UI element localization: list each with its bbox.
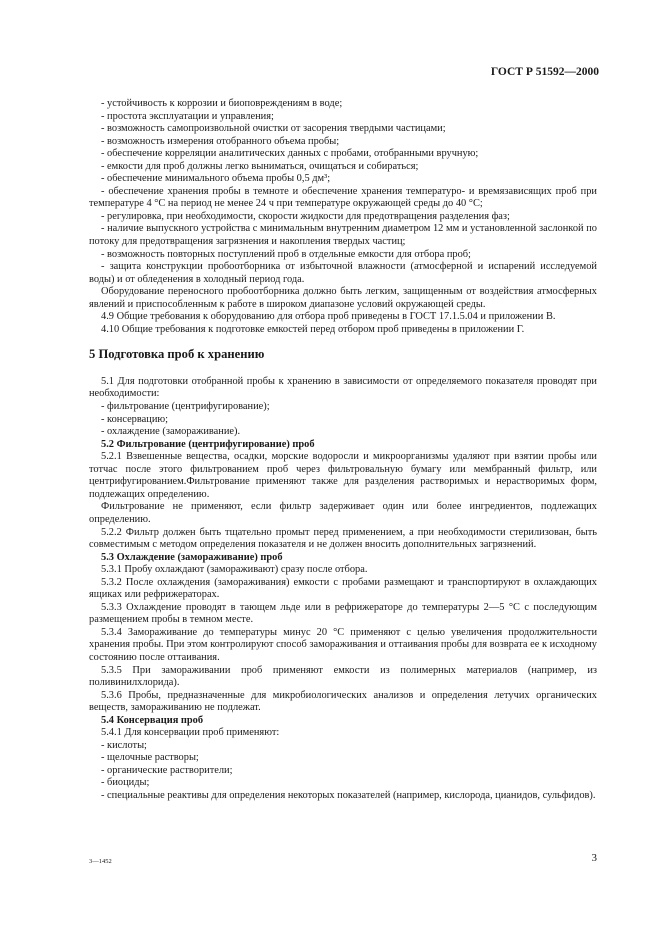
paragraph: Фильтрование не применяют, если фильтр задерживает один или более ингредиентов, подлежащих определению. [89, 501, 597, 525]
paragraph: 5.3.6 Пробы, предназначенные для микробиологических анализов и определения летучих органических веществ, замораживанию не подлежат. [89, 689, 597, 714]
subsection-heading: 5.2 Фильтрование (центрифугирование) проб [101, 438, 315, 450]
paragraph: - возможность измерения отобранного объема пробы; [101, 135, 340, 147]
paragraph: - защита конструкции пробоотборника от избыточной влажности (атмосферной и испарений исследуемой воды) и от обледенения в холодный период года. [89, 261, 597, 285]
paragraph: - обеспечение минимального объема пробы 0,5 дм³; [101, 173, 331, 185]
subsection-heading: 5.3 Охлаждение (замораживание) проб [101, 551, 283, 563]
paragraph: Оборудование переносного пробоотборника должно быть легким, защищенным от воздействия атмосферных явлений и приспособленным к работе в широком диапазоне условий окружающей среды. [89, 286, 597, 310]
paragraph: 5.1 Для подготовки отобранной пробы к хранению в зависимости от определяемого показателя проводят при необходимости: [89, 375, 597, 400]
paragraph: 5.4.1 Для консервации проб применяют: [101, 727, 280, 739]
paragraph: 5.3.3 Охлаждение проводят в тающем льде или в рефрижераторе до температуры 2—5 °С с последующим размещением пробы в темном месте. [89, 601, 597, 626]
paragraph: 5.3.4 Замораживание до температуры минус 20 °С применяют с целью увеличения продолжительности хранения пробы. При этом контролируют способ замораживания и оттаивания пробы для возврата ее к исходному состоянию после оттаивания. [89, 626, 597, 663]
paragraph: - обеспечение хранения пробы в темноте и обеспечение хранения температуро- и времязависящих проб при температуре 4 °С на период не менее 24 ч при температуре окружающей среды до 40 °С; [89, 185, 597, 210]
document-id: ГОСТ Р 51592—2000 [490, 66, 599, 78]
paragraph: - возможность повторных поступлений проб в отдельные емкости для отбора проб; [101, 248, 471, 260]
paragraph: - щелочные растворы; [101, 752, 199, 764]
page-number: 3 [591, 852, 597, 864]
paragraph: 5.2.1 Взвешенные вещества, осадки, морские водоросли и микроорганизмы удаляют при взятии пробы или тотчас после этого фильтрованием проб через фильтровальную бумагу или мембранный фильтр, или центрифугированием.Фильтрование применяют также для разделения растворимых и нерастворимых форм, подлежащих определению. [89, 451, 597, 500]
subsection-heading: 5.4 Консервация проб [101, 714, 204, 726]
paragraph: 5.3.5 При замораживании проб применяют емкости из полимерных материалов (например, из поливинилхлорида). [89, 664, 597, 689]
paragraph: - устойчивость к коррозии и биоповреждениям в воде; [101, 98, 343, 109]
paragraph: - консервацию; [101, 413, 169, 425]
paragraph: - наличие выпускного устройства с минимальным внутренним диаметром 12 мм и установленной заслонкой по потоку для предотвращения загрязнения и накопления твердых частиц; [89, 223, 597, 248]
paragraph: - органические растворители; [101, 764, 233, 776]
paragraph: 5.2.2 Фильтр должен быть тщательно промыт перед применением, а при необходимости стерилизован, быть совместимым с методом определения показателя и не должен вносить дополнительных загрязнений. [89, 526, 597, 551]
paragraph: 4.10 Общие требования к подготовке емкостей перед отбором проб приведены в приложении Г. [101, 323, 525, 335]
paragraph: - биоциды; [101, 777, 150, 789]
paragraph: - кислоты; [101, 739, 147, 751]
print-code: 3—1452 [89, 858, 112, 865]
paragraph: - регулировка, при необходимости, скорости жидкости для предотвращения разделения фаз; [101, 210, 510, 222]
paragraph: - специальные реактивы для определения некоторых показателей (например, кислорода, цианидов, сульфидов). [101, 789, 596, 801]
paragraph: - обеспечение корреляции аналитических данных с пробами, отобранными вручную; [101, 148, 479, 160]
paragraph: 4.9 Общие требования к оборудованию для отбора проб приведены в ГОСТ 17.1.5.04 и приложении В. [101, 311, 556, 323]
paragraph: - простота эксплуатации и управления; [101, 110, 274, 122]
paragraph: - емкости для проб должны легко выниматься, очищаться и собираться; [101, 160, 419, 172]
paragraph: - фильтрование (центрифугирование); [101, 401, 270, 413]
document-body [89, 98, 597, 803]
paragraph: 5.3.1 Пробу охлаждают (замораживают) сразу после отбора. [101, 564, 368, 576]
section-heading: 5 Подготовка проб к хранению [89, 347, 265, 362]
paragraph: - возможность самопроизвольной очистки от засорения твердыми частицами; [101, 123, 446, 135]
paragraph: 5.3.2 После охлаждения (замораживания) емкости с пробами размещают и транспортируют в охлаждающих ящиках или рефрижераторах. [89, 576, 597, 601]
paragraph: - охлаждение (замораживание). [101, 426, 241, 438]
